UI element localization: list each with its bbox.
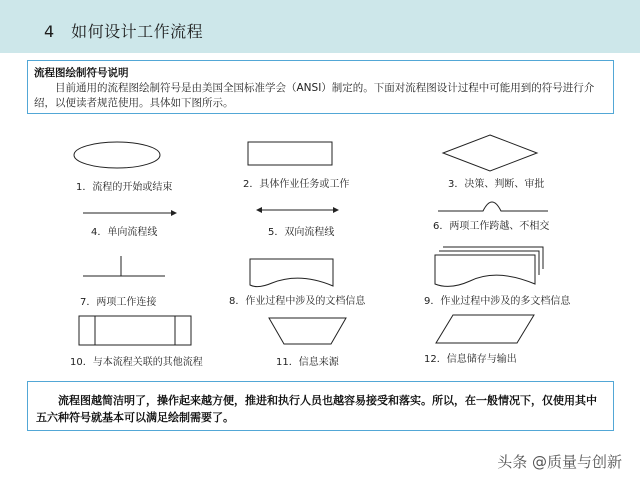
rectangle-icon (248, 142, 332, 165)
symbol-label-12: 12．信息储存与输出 (424, 354, 517, 365)
intro-heading: 流程图绘制符号说明 (34, 67, 129, 79)
multi-document-icon (435, 247, 543, 286)
symbol-label-11: 11．信息来源 (276, 357, 339, 368)
intro-text: 目前通用的流程图绘制符号是由美国全国标准学会（ANSI）制定的。下面对流程图设计过程中可能用到的符号进行介绍，以便读者规范使用。具体如下图所示。 (34, 82, 595, 109)
watermark: 头条 @质量与创新 (497, 453, 622, 471)
document-icon (250, 259, 333, 287)
junction-icon (83, 256, 165, 276)
ellipse-icon (74, 142, 160, 168)
symbol-label-4: 4．单向流程线 (91, 227, 158, 238)
page-title: 4 如何设计工作流程 (44, 22, 204, 41)
symbol-label-2: 2．具体作业任务或工作 (243, 179, 350, 190)
trapezoid-icon (269, 318, 346, 344)
symbol-label-10: 10．与本流程关联的其他流程 (70, 357, 203, 368)
crossover-line-icon (438, 202, 548, 211)
symbol-label-6: 6．两项工作跨越、不相交 (433, 221, 550, 232)
symbol-label-8: 8．作业过程中涉及的文档信息 (229, 296, 366, 307)
symbol-label-1: 1．流程的开始或结束 (76, 182, 173, 193)
symbol-label-5: 5．双向流程线 (268, 227, 335, 238)
symbol-label-7: 7．两项工作连接 (80, 297, 157, 308)
summary-box: 流程图越简洁明了，操作起来越方便，推进和执行人员也越容易接受和落实。所以，在一般情况下，仅使用其中五六种符号就基本可以满足绘制需要了。 (27, 381, 614, 431)
symbol-label-3: 3．决策、判断、审批 (448, 179, 545, 190)
diamond-icon (443, 135, 537, 171)
predefined-process-icon (79, 316, 191, 345)
parallelogram-icon (436, 315, 534, 343)
symbol-label-9: 9．作业过程中涉及的多文档信息 (424, 296, 571, 307)
